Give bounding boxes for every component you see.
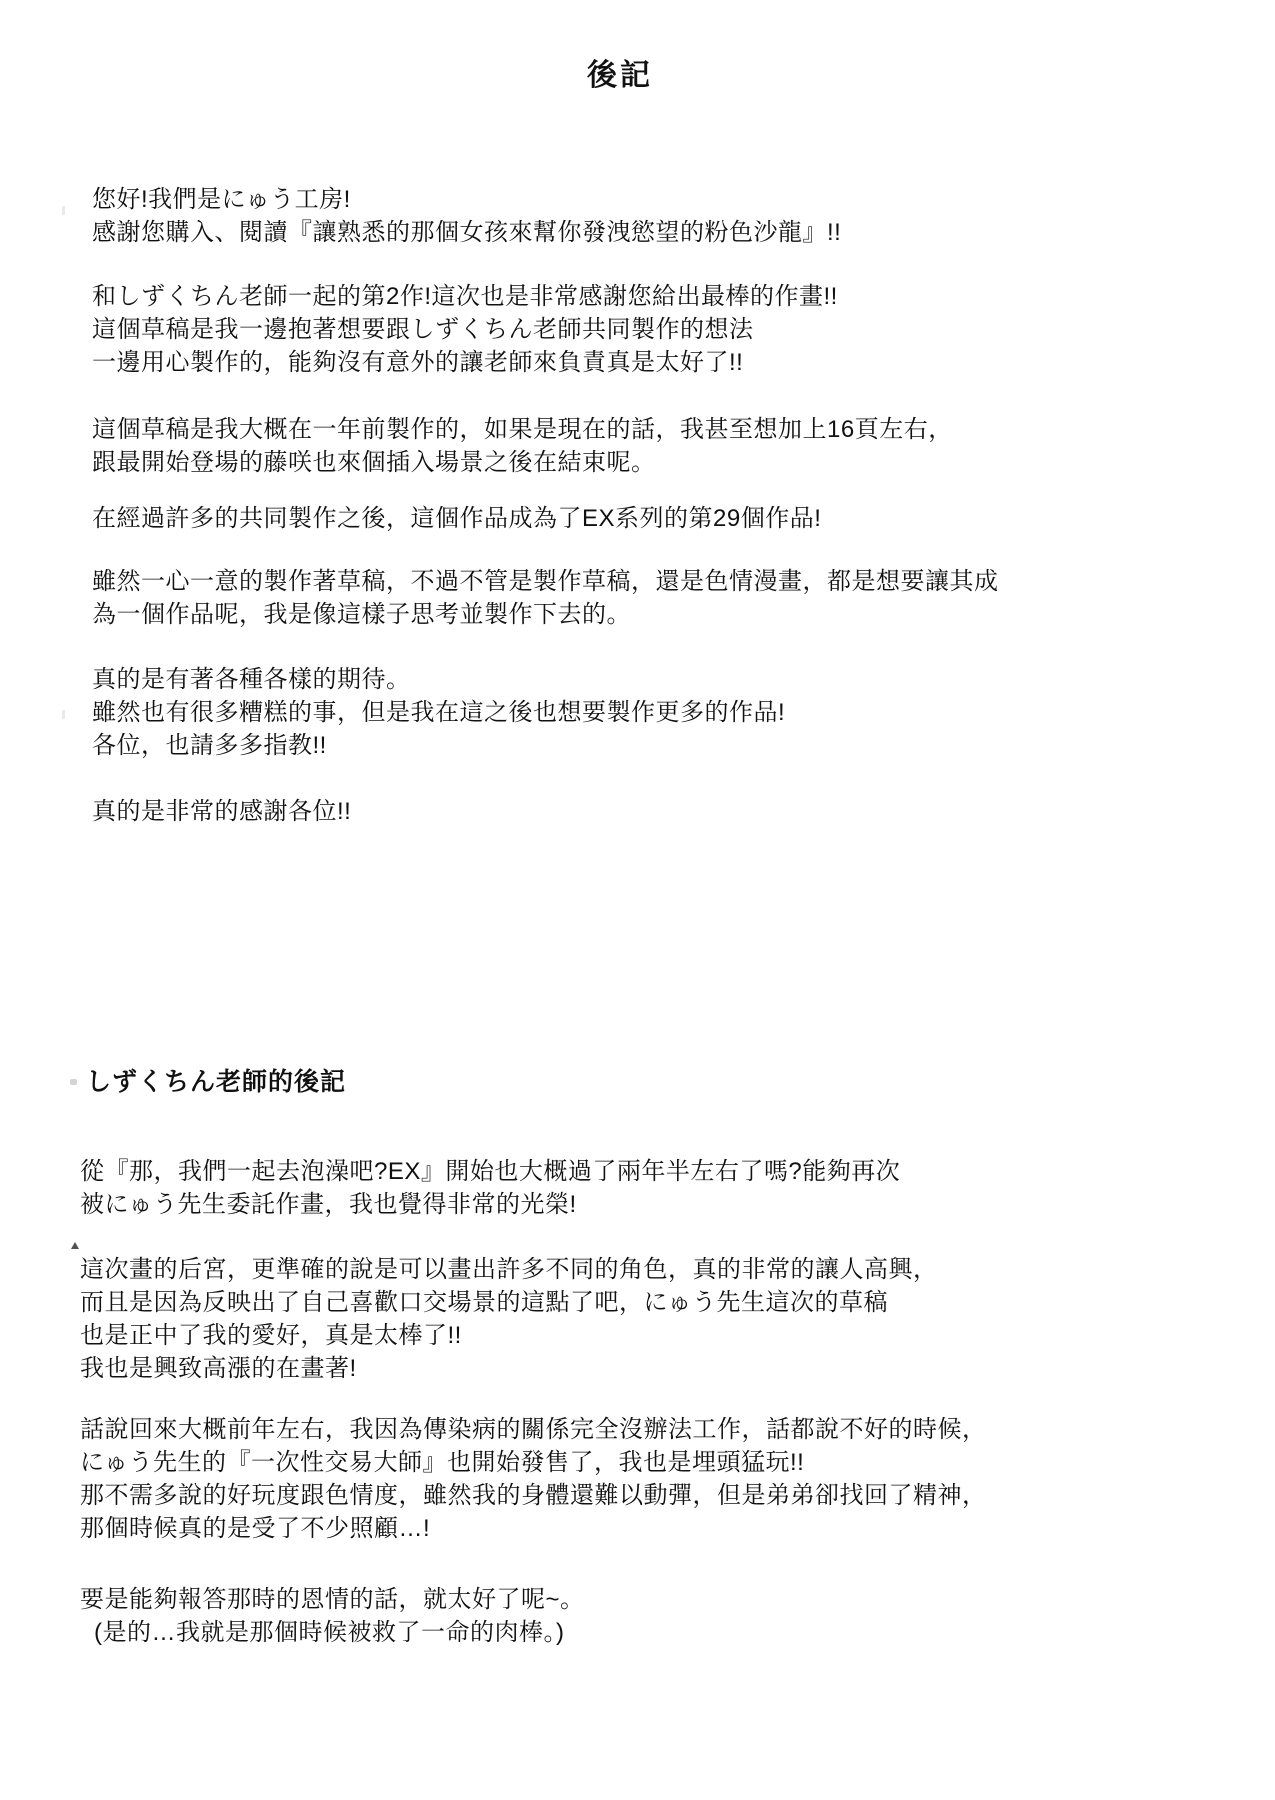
text-line: 那個時候真的是受了不少照顧…! — [80, 1515, 431, 1542]
text-line: 話說回來大概前年左右，我因為傳染病的關係完全沒辦法工作，話都說不好的時候， — [80, 1416, 987, 1443]
text-line: 雖然也有很多糟糕的事，但是我在這之後也想要製作更多的作品! — [92, 699, 786, 726]
artist-paragraph-harem — [80, 1253, 938, 1385]
text-line: 被にゅう先生委託作畫，我也覺得非常的光榮! — [80, 1191, 577, 1218]
studio-paragraph-collab — [92, 280, 838, 379]
text-line: 雖然一心一意的製作著草稿，不過不管是製作草稿，還是色情漫畫，都是想要讓其成 — [92, 568, 999, 595]
studio-paragraph-series — [92, 502, 821, 535]
text-line: 您好!我們是にゅう工房! — [92, 186, 351, 213]
text-line: 真的是非常的感謝各位!! — [92, 798, 352, 825]
text-line: 那不需多說的好玩度跟色情度，雖然我的身體還難以動彈，但是弟弟卻找回了精神， — [80, 1482, 987, 1509]
artist-paragraph-closing — [80, 1583, 585, 1649]
text-line: 這個草稿是我大概在一年前製作的，如果是現在的話，我甚至想加上16頁左右， — [92, 416, 953, 443]
studio-paragraph-draft — [92, 413, 953, 479]
page-title: 後記 — [587, 59, 653, 92]
text-line: (是的…我就是那個時候被救了一命的肉棒。) — [94, 1619, 565, 1646]
text-line: 跟最開始登場的藤咲也來個插入場景之後在結束呢。 — [92, 449, 656, 476]
scan-noise-mark — [70, 1079, 77, 1085]
text-line: 而且是因為反映出了自己喜歡口交場景的這點了吧，にゅう先生這次的草稿 — [80, 1289, 889, 1316]
artist-paragraph-illness — [80, 1413, 987, 1545]
text-line: にゅう先生的『一次性交易大師』也開始發售了，我也是埋頭猛玩!! — [80, 1449, 805, 1476]
studio-paragraph-thoughts — [92, 565, 999, 631]
text-line: 要是能夠報答那時的恩情的話，就太好了呢~。 — [80, 1586, 585, 1613]
scan-noise-mark — [71, 1242, 79, 1249]
text-line: 各位，也請多多指教!! — [92, 732, 327, 759]
text-line: 真的是有著各種各樣的期待。 — [92, 666, 411, 693]
studio-paragraph-thanks — [92, 795, 351, 828]
text-line: 也是正中了我的愛好，真是太棒了!! — [80, 1322, 462, 1349]
scan-noise-mark — [62, 710, 65, 719]
text-line: 為一個作品呢，我是像這樣子思考並製作下去的。 — [92, 601, 631, 628]
text-line: 和しずくちん老師一起的第2作!這次也是非常感謝您給出最棒的作畫!! — [92, 283, 838, 310]
text-line: 從『那，我們一起去泡澡吧?EX』開始也大概過了兩年半左右了嗎?能夠再次 — [80, 1158, 901, 1185]
text-line: 感謝您購入、閱讀『讓熟悉的那個女孩來幫你發洩慾望的粉色沙龍』!! — [92, 219, 842, 246]
text-line: 在經過許多的共同製作之後，這個作品成為了EX系列的第29個作品! — [92, 505, 822, 532]
scan-noise-mark — [62, 206, 65, 215]
text-line: 一邊用心製作的，能夠沒有意外的讓老師來負責真是太好了!! — [92, 349, 744, 376]
artist-paragraph-intro — [80, 1155, 900, 1221]
artist-afterword-heading: しずくちん老師的後記 — [86, 1068, 347, 1096]
studio-paragraph-greeting — [92, 183, 841, 249]
text-line: 這次畫的后宮，更準確的說是可以畫出許多不同的角色，真的非常的讓人高興， — [80, 1256, 938, 1283]
text-line: 我也是興致高漲的在畫著! — [80, 1355, 357, 1382]
text-line: 這個草稿是我一邊抱著想要跟しずくちん老師共同製作的想法 — [92, 316, 754, 343]
studio-paragraph-expectations — [92, 663, 785, 762]
